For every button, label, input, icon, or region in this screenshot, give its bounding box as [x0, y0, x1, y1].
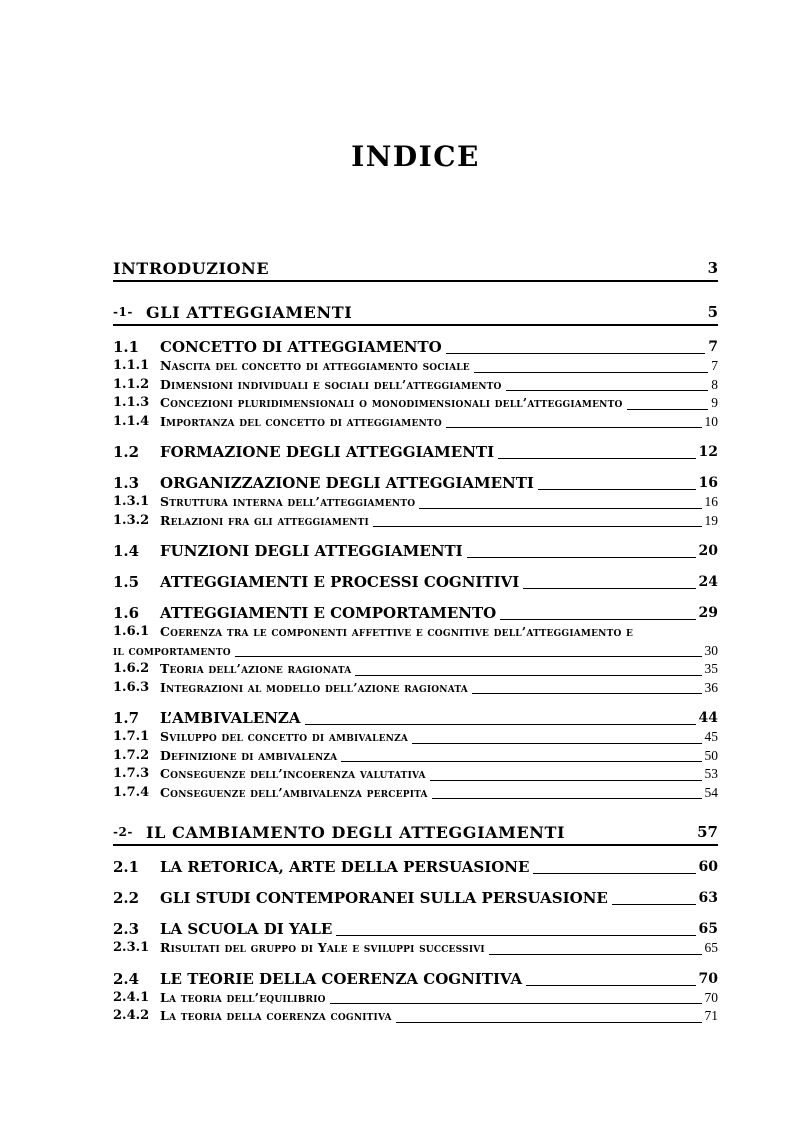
- toc-page-number: 71: [704, 1008, 718, 1023]
- toc-entry-label: Dimensioni individuali e sociali dell’atteggiamento: [160, 376, 502, 392]
- toc-entry-label: LE TEORIE DELLA COERENZA COGNITIVA: [160, 969, 523, 988]
- toc-leader-line: [489, 953, 702, 955]
- toc-leader-line: [396, 1021, 702, 1023]
- toc-entry-number: 1.1.4: [113, 413, 150, 429]
- toc-page-number: 7: [711, 358, 718, 373]
- toc-entry: [113, 1007, 718, 1026]
- toc-entry-number: 2.4: [113, 969, 140, 988]
- table-of-contents: [113, 258, 718, 1026]
- toc-entry-number: 1.7: [113, 709, 140, 727]
- toc-leader-line: [506, 389, 709, 391]
- toc-entry-line1: [113, 660, 718, 679]
- toc-entry-line1: [113, 784, 718, 803]
- toc-entry-line1: [113, 394, 718, 413]
- toc-leader-line: [336, 934, 695, 936]
- toc-entry-label: Relazioni fra gli atteggiamenti: [160, 512, 369, 528]
- toc-entry-label: GLI STUDI CONTEMPORANEI SULLA PERSUASIONE: [160, 889, 608, 907]
- toc-leader-line: [273, 275, 704, 276]
- toc-entry-line1: [113, 765, 718, 784]
- toc-page-number: 44: [698, 710, 718, 726]
- toc-entry-label: GLI ATTEGGIAMENTI: [146, 303, 353, 322]
- toc-entry-label: L’AMBIVALENZA: [160, 709, 301, 727]
- toc-entry-line1: [113, 573, 718, 592]
- toc-entry-number: 2.1: [113, 858, 140, 876]
- toc-page-number: 60: [698, 859, 718, 875]
- toc-entry-number: 1.3: [113, 474, 140, 492]
- toc-entry-number: 1.7.1: [113, 729, 150, 744]
- toc-entry-number: 1.4: [113, 542, 140, 560]
- toc-leader-line: [612, 903, 696, 905]
- toc-entry-line1: [113, 939, 718, 958]
- toc-page-number: 70: [704, 989, 718, 1005]
- toc-entry-number: 1.3.2: [113, 512, 150, 528]
- toc-entry: [113, 747, 718, 766]
- toc-entry: [113, 493, 718, 512]
- toc-page-number: 5: [707, 303, 718, 321]
- toc-entry-number: 1.7.4: [113, 784, 150, 800]
- toc-entry: [113, 660, 718, 679]
- toc-entry-label: Conseguenze dell’ambivalenza percepita: [160, 784, 428, 800]
- toc-leader-line: [467, 556, 696, 558]
- toc-entry-label: Sviluppo del concetto di ambivalenza: [160, 729, 409, 744]
- toc-page-number: 70: [698, 970, 718, 987]
- toc-entry-line1: [113, 989, 718, 1008]
- toc-entry-number: 1.6.2: [113, 661, 150, 676]
- toc-entry-line1: [113, 623, 718, 642]
- toc-page-number: 20: [698, 543, 718, 559]
- toc-entry-label: Coerenza tra le componenti affettive e cognitive dell’atteggiamento e: [160, 624, 634, 639]
- toc-entry-label: ATTEGGIAMENTI E COMPORTAMENTO: [160, 604, 497, 622]
- toc-entry-line1: [113, 709, 718, 728]
- toc-entry-number: 1.1.3: [113, 395, 150, 410]
- toc-entry-label: LA SCUOLA DI YALE: [160, 920, 333, 938]
- toc-leader-line: [432, 797, 702, 799]
- toc-entry: [113, 258, 718, 282]
- toc-entry: [113, 474, 718, 493]
- toc-entry-line1: [113, 413, 718, 432]
- toc-page-number: 50: [704, 747, 718, 763]
- toc-entry-line1: [113, 493, 718, 512]
- toc-page-number: 29: [698, 605, 718, 621]
- toc-entry: [113, 709, 718, 728]
- page-title: INDICE: [351, 140, 480, 173]
- toc-entry-label: Struttura interna dell’atteggiamento: [160, 494, 416, 509]
- toc-page-number: 7: [708, 339, 718, 355]
- toc-page-number: 8: [711, 376, 718, 392]
- toc-entry-number: 2.4.1: [113, 989, 150, 1005]
- toc-entry-label: Concezioni pluridimensionali o monodimensionali dell’atteggiamento: [160, 395, 623, 410]
- toc-entry-number: 1.6: [113, 604, 140, 622]
- toc-entry-line1: [113, 512, 718, 531]
- toc-leader-line: [446, 352, 706, 354]
- toc-entry-line1: [113, 443, 718, 462]
- toc-leader-line: [330, 1002, 702, 1004]
- toc-entry-number: 1.7.2: [113, 747, 150, 763]
- toc-entry: [113, 920, 718, 939]
- toc-entry: [113, 338, 718, 357]
- toc-leader-line: [341, 760, 701, 762]
- toc-entry-label: FORMAZIONE DEGLI ATTEGGIAMENTI: [160, 443, 495, 461]
- toc-entry-label: ATTEGGIAMENTI E PROCESSI COGNITIVI: [160, 573, 520, 591]
- toc-entry-line2: [113, 642, 718, 661]
- toc-leader-line: [526, 984, 695, 986]
- toc-entry: [113, 784, 718, 803]
- toc-leader-line: [498, 457, 695, 459]
- toc-entry-number: 2.3.1: [113, 940, 150, 955]
- toc-leader-line: [538, 488, 696, 490]
- toc-entry: [113, 822, 718, 846]
- toc-page-number: 53: [704, 766, 718, 781]
- toc-entry-label: FUNZIONI DEGLI ATTEGGIAMENTI: [160, 542, 463, 560]
- toc-entry-number: 1.3.1: [113, 494, 150, 509]
- toc-entry-label: Importanza del concetto di atteggiamento: [160, 413, 442, 429]
- toc-page-number: 3: [707, 259, 718, 277]
- toc-entry-label: Teoria dell’azione ragionata: [160, 661, 352, 676]
- toc-entry-number: 1.6.1: [113, 624, 150, 639]
- toc-leader-line: [356, 319, 704, 320]
- toc-leader-line: [472, 692, 702, 694]
- toc-leader-line: [430, 779, 702, 781]
- toc-entry-line1: [113, 604, 718, 623]
- toc-page-number: 36: [704, 679, 718, 695]
- toc-entry: [113, 357, 718, 376]
- toc-entry-label: Conseguenze dell’incoerenza valutativa: [160, 766, 426, 781]
- toc-entry-number: 2.2: [113, 889, 140, 907]
- toc-entry: [113, 623, 718, 660]
- toc-entry: [113, 573, 718, 592]
- toc-entry-line1: [113, 970, 718, 989]
- toc-leader-line: [523, 587, 695, 589]
- toc-entry-number: -1-: [113, 305, 133, 319]
- toc-entry: [113, 394, 718, 413]
- toc-leader-line: [412, 742, 701, 744]
- toc-entry-number: -2-: [113, 825, 133, 839]
- toc-entry: [113, 939, 718, 958]
- toc-leader-line: [474, 371, 708, 373]
- toc-entry-number: 1.1.2: [113, 376, 150, 392]
- toc-entry-label: ORGANIZZAZIONE DEGLI ATTEGGIAMENTI: [160, 474, 534, 492]
- toc-entry: [113, 413, 718, 432]
- toc-entry-line1: [113, 302, 718, 323]
- toc-entry-line1: [113, 376, 718, 395]
- toc-entry-line1: [113, 728, 718, 747]
- toc-entry-label: La teoria della coerenza cognitiva: [160, 1008, 392, 1023]
- toc-page-number: 35: [704, 661, 718, 676]
- toc-entry-line1: [113, 889, 718, 908]
- toc-entry-line1: [113, 920, 718, 939]
- toc-entry-line1: [113, 474, 718, 493]
- toc-leader-line: [419, 507, 701, 509]
- toc-entry: [113, 376, 718, 395]
- toc-entry: [113, 302, 718, 326]
- toc-entry: [113, 728, 718, 747]
- toc-page-number: 63: [698, 890, 718, 906]
- toc-entry-label: Definizione di ambivalenza: [160, 747, 338, 763]
- toc-leader-line: [500, 618, 695, 620]
- toc-leader-line: [355, 674, 701, 676]
- toc-page-number: 24: [698, 574, 718, 590]
- toc-entry-line1: [113, 858, 718, 877]
- toc-entry: [113, 512, 718, 531]
- toc-entry-line1: [113, 679, 718, 698]
- toc-entry: [113, 989, 718, 1008]
- toc-entry-number: 1.1: [113, 338, 140, 356]
- toc-entry-label: LA RETORICA, ARTE DELLA PERSUASIONE: [160, 858, 530, 876]
- toc-entry: [113, 765, 718, 784]
- toc-entry-number: 1.2: [113, 443, 140, 461]
- toc-entry-number: 2.4.2: [113, 1008, 150, 1023]
- toc-page-number: 19: [704, 512, 718, 528]
- toc-page-number: 54: [704, 784, 718, 800]
- toc-entry-number: 1.7.3: [113, 766, 150, 781]
- toc-page-number: 16: [698, 475, 718, 491]
- toc-entry-label: Integrazioni al modello dell’azione ragionata: [160, 679, 468, 695]
- toc-entry-number: 1.5: [113, 573, 140, 591]
- toc-entry-line1: [113, 338, 718, 357]
- toc-entry-label2: il comportamento: [113, 642, 231, 658]
- toc-entry: [113, 889, 718, 908]
- toc-entry: [113, 443, 718, 462]
- toc-page-number: 57: [697, 823, 718, 841]
- toc-entry-label: CONCETTO DI ATTEGGIAMENTO: [160, 338, 442, 356]
- toc-page-number: 16: [704, 494, 718, 509]
- toc-entry: [113, 858, 718, 877]
- toc-entry-number: 1.1.1: [113, 358, 150, 373]
- toc-entry-label: Risultati del gruppo di Yale e sviluppi successivi: [160, 940, 485, 955]
- toc-entry-number: 2.3: [113, 920, 140, 938]
- toc-entry-number: 1.6.3: [113, 679, 150, 695]
- toc-entry-label: La teoria dell’equilibrio: [160, 989, 326, 1005]
- toc-leader-line: [446, 426, 702, 428]
- toc-entry: [113, 542, 718, 561]
- toc-page-number: 30: [704, 642, 718, 658]
- toc-page-number: 9: [711, 395, 718, 410]
- toc-entry-label: Nascita del concetto di atteggiamento sociale: [160, 358, 470, 373]
- toc-entry-line1: [113, 258, 718, 279]
- toc-leader-line: [373, 525, 702, 527]
- toc-leader-line: [235, 655, 702, 657]
- toc-entry: [113, 679, 718, 698]
- toc-entry-line1: [113, 357, 718, 376]
- toc-page-number: 12: [698, 444, 718, 460]
- toc-page-number: 10: [704, 413, 718, 429]
- toc-page-number: 65: [704, 940, 718, 955]
- toc-leader-line: [627, 408, 709, 410]
- toc-entry-line1: [113, 1007, 718, 1026]
- toc-entry: [113, 604, 718, 623]
- toc-entry-line1: [113, 822, 718, 843]
- toc-page-number: 65: [698, 921, 718, 937]
- toc-entry-label: INTRODUZIONE: [113, 259, 270, 278]
- toc-entry-label: IL CAMBIAMENTO DEGLI ATTEGGIAMENTI: [146, 823, 566, 842]
- toc-entry-line1: [113, 747, 718, 766]
- toc-leader-line: [533, 872, 695, 874]
- toc-page-number: 45: [704, 729, 718, 744]
- toc-leader-line: [569, 839, 694, 840]
- toc-leader-line: [305, 723, 696, 725]
- toc-entry-line1: [113, 542, 718, 561]
- toc-entry: [113, 970, 718, 989]
